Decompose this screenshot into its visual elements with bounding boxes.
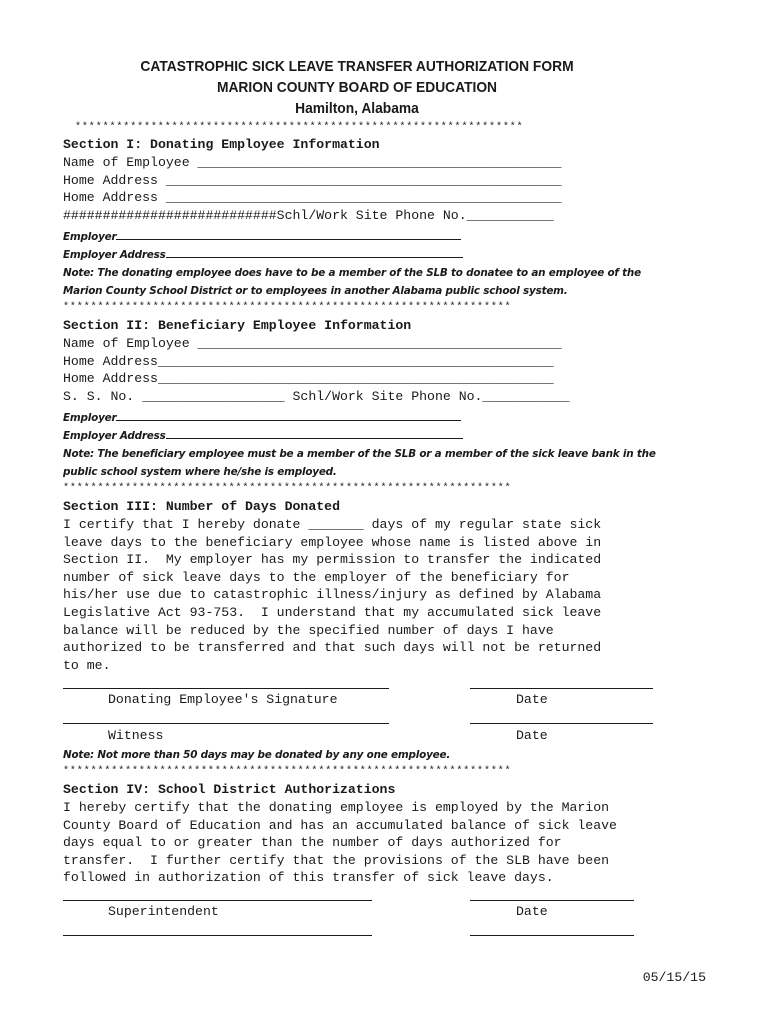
beneficiary-ssn-phone-field[interactable]: S. S. No. __________________ Schl/Work Site Phone No.___________ — [63, 389, 570, 404]
section-4-heading: Section IV: School District Authorizations — [63, 782, 396, 797]
location: Hamilton, Alabama — [295, 100, 419, 117]
beneficiary-home-address-2[interactable]: Home Address__________________________________________________ — [63, 371, 554, 386]
section-2-note: Note: The beneficiary employee must be a member of the SLB or a member of the sick leave bank in the public school system where he/she is employed. — [63, 448, 656, 478]
section-1-note: Note: The donating employee does have to be a member of the SLB to donatee to an employee of the Marion County School District or to employees in another Alabama public school system. — [63, 267, 641, 297]
witness-signature-line[interactable] — [63, 723, 389, 724]
witness-date-line[interactable] — [470, 723, 653, 724]
separator: ***************************************************************** — [63, 302, 512, 313]
beneficiary-name-field[interactable]: Name of Employee ______________________________________________ — [63, 336, 562, 351]
section-3-note: Note: Not more than 50 days may be donated by any one employee. — [63, 749, 451, 761]
donor-home-address-1[interactable]: Home Address __________________________________________________ — [63, 173, 562, 188]
section-1-heading: Section I: Donating Employee Information — [63, 137, 380, 152]
donor-name-field[interactable]: Name of Employee ______________________________________________ — [63, 155, 562, 170]
donor-date-line[interactable] — [470, 688, 653, 689]
superintendent-signature-line[interactable] — [63, 900, 372, 901]
revision-date: 05/15/15 — [642, 970, 706, 985]
beneficiary-employer-address-field[interactable] — [63, 427, 683, 445]
employer-address-label: Employer Address — [63, 430, 166, 442]
donor-signature-line[interactable] — [63, 688, 389, 689]
donor-phone-field[interactable]: ###########################Schl/Work Site Phone No.___________ — [63, 208, 554, 223]
section-3-body: I certify that I hereby donate _______ days of my regular state sick leave days to the beneficiary employee whose name is listed above in Section II. My employer has my permission to transfer the indicated number of sick leave days to the employer of the beneficiary for his/her use due to catastrophic illness/injury as defined by Alabama Legislative Act 93-753. I understand that my accumulated sick leave balance will be reduced by the specified number of days I have authorized to be transferred and that such days will not be returned to me. — [63, 517, 602, 673]
separator: ***************************************************************** — [63, 766, 512, 777]
section-3-heading: Section III: Number of Days Donated — [63, 499, 340, 514]
superintendent-extra-date-line[interactable] — [470, 935, 634, 936]
beneficiary-employer-field[interactable] — [63, 409, 683, 427]
employer-label: Employer — [63, 231, 117, 243]
witness-date-label: Date — [516, 728, 548, 743]
section-2-heading: Section II: Beneficiary Employee Information — [63, 318, 412, 333]
donor-home-address-2[interactable]: Home Address __________________________________________________ — [63, 190, 562, 205]
employer-address-label: Employer Address — [63, 249, 166, 261]
superintendent-extra-line[interactable] — [63, 935, 372, 936]
superintendent-label: Superintendent — [108, 904, 219, 919]
beneficiary-home-address-1[interactable]: Home Address__________________________________________________ — [63, 354, 554, 369]
separator: ***************************************************************** — [63, 483, 512, 494]
donor-employer-address-field[interactable] — [63, 246, 683, 264]
section-4-body: I hereby certify that the donating employee is employed by the Marion County Board of Education and has an accumulated balance of sick leave days equal to or greater than the number of days authorized for transfer. I further certify that the provisions of the SLB have been followed in authorization of this transfer of sick leave days. — [63, 800, 617, 886]
employer-label: Employer — [63, 412, 117, 424]
form-title: CATASTROPHIC SICK LEAVE TRANSFER AUTHORIZATION FORM — [140, 58, 574, 75]
superintendent-date-line[interactable] — [470, 900, 634, 901]
superintendent-date-label: Date — [516, 904, 548, 919]
donor-signature-label: Donating Employee's Signature — [108, 692, 338, 707]
separator: ***************************************************************** — [75, 122, 524, 133]
organization-name: MARION COUNTY BOARD OF EDUCATION — [216, 79, 498, 96]
donor-employer-field[interactable] — [63, 228, 683, 246]
witness-label: Witness — [108, 728, 164, 743]
donor-date-label: Date — [516, 692, 548, 707]
